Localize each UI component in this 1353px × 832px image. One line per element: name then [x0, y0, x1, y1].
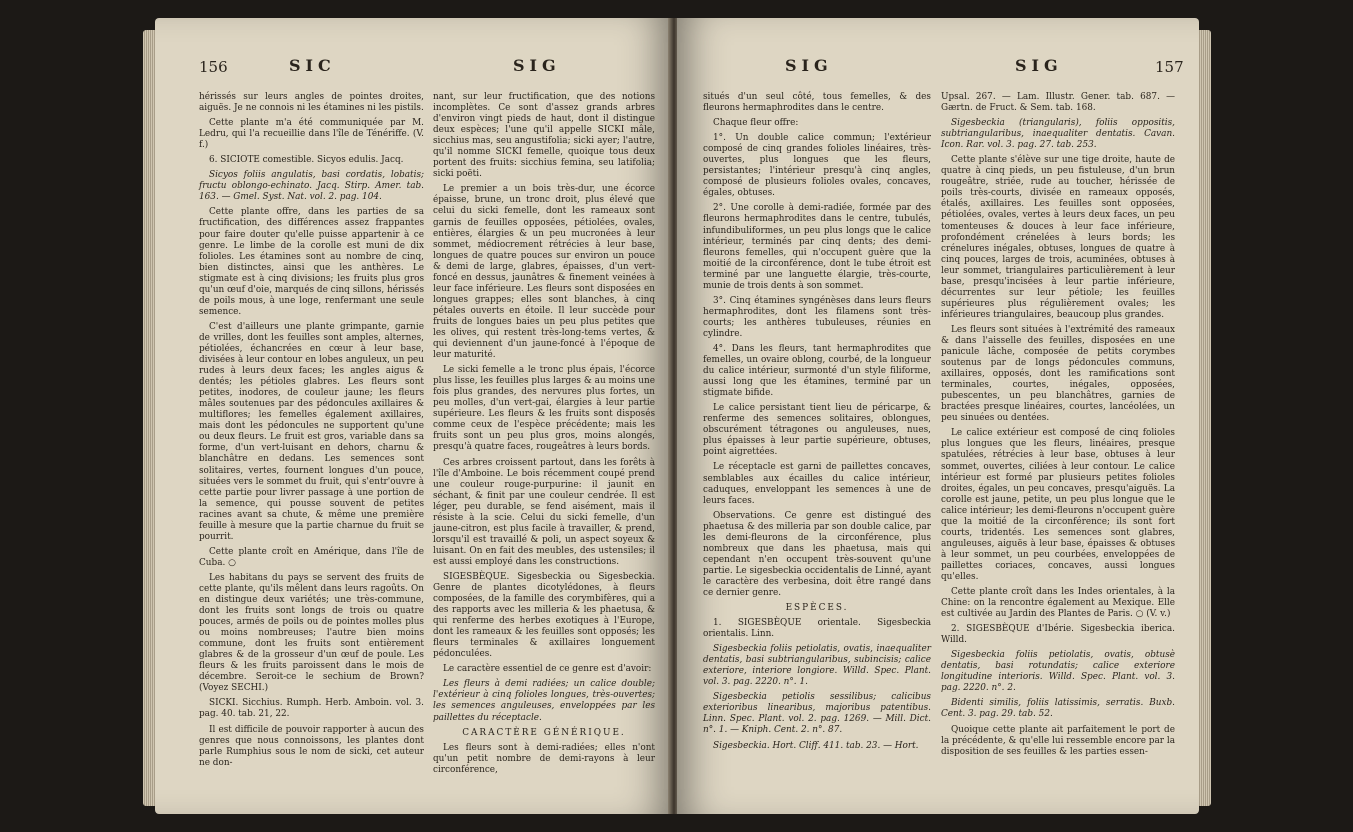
paragraph: Sicyos foliis angulatis, basi cordatis, lobatis; fructu oblongo-echinato. Jacq. Stirp. Amer. tab. 163. — Gmel. Syst. Nat. vol. 2. pag. 104.: [199, 170, 424, 203]
section-heading: CARACTÈRE GÉNÉRIQUE.: [462, 727, 626, 738]
left-page: [155, 18, 671, 814]
running-head: SIG: [513, 56, 561, 75]
paragraph: Ces arbres croissent partout, dans les forêts à l'île d'Amboine. Le bois récemment coupé prend une couleur rouge-purpurine: il jaunit en séchant, & finit par une couleur cendrée. Il est léger, peu durable, se fend aisément, mais il résiste à la scie. Celui du sicki femelle, d'un jaune-citron, est plus facile à travailler, & prend, lorsqu'il est travaillé & poli, un aspect soyeux & luisant. On en fait des meubles, des ustensiles; il est aussi employé dans les constructions.: [433, 457, 655, 567]
running-head: SIG: [785, 56, 833, 75]
paragraph: Les fleurs sont à demi-radiées; elles n'ont qu'un petit nombre de demi-rayons à leur circonférence,: [433, 742, 655, 775]
paragraph: Les fleurs à demi radiées; un calice double; l'extérieur à cinq folioles longues, très-ouvertes; les semences anguleuses, enveloppées par les paillettes du réceptacle.: [433, 679, 655, 723]
paragraph: Cette plante m'a été communiquée par M. Ledru, qui l'a recueillie dans l'île de Ténériffe. (V. f.): [199, 118, 424, 151]
paragraph: Bidenti similis, foliis latissimis, serratis. Buxb. Cent. 3. pag. 29. tab. 52.: [941, 698, 1175, 720]
text-column-1: [199, 92, 424, 773]
running-head: SIG: [1015, 56, 1063, 75]
page-number: 157: [1155, 58, 1184, 76]
paragraph: nant, sur leur fructification, que des notions incomplètes. Ce sont d'assez grands arbres d'environ vingt pieds de haut, dont il distingue deux espèces; l'une qu'il appelle SICKI mâle, sicchius mas, seu angustifolia; sicki ayer; l'autre, qu'il nomme SICKI femelle, quoique tous deux portent des fruits: sicchius femina, seu latifolia; sicki poëti.: [433, 92, 655, 180]
text-column-2: [433, 92, 655, 780]
entry-heading: 2. SIGESBÈQUE d'Ibérie. Sigesbeckia iberica. Willd.: [941, 624, 1175, 646]
paragraph: Cette plante croît en Amérique, dans l'île de Cuba. ○: [199, 546, 424, 568]
entry-heading: 6. SICIOTE comestible. Sicyos edulis. Jacq.: [209, 155, 404, 166]
paragraph: Le sicki femelle a le tronc plus épais, l'écorce plus lisse, les feuilles plus larges & au moins une fois plus grandes, des nervures plus fortes, un peu molles, d'un vert-gai, élargies à leur partie supérieure. Les fleurs & les fruits sont disposés comme ceux de l'espèce précédente; mais les fruits sont un peu plus gros, moins alongés, presqu'à quatre faces, rougeâtres à leurs bords.: [433, 365, 655, 453]
paragraph: 3°. Cinq étamines syngénèses dans leurs fleurs hermaphrodites, dont les filamens sont très-courts; les anthères tubuleuses, réunies en cylindre.: [703, 295, 931, 339]
right-page: [677, 18, 1199, 814]
running-head: SIC: [289, 56, 336, 75]
paragraph: Sigesbeckia (triangularis), foliis oppositis, subtriangularibus, inaequaliter dentatis. Cavan. Icon. Rar. vol. 3. pag. 27. tab. 253.: [941, 118, 1175, 151]
text-column-1: [703, 92, 931, 756]
paragraph: Upsal. 267. — Lam. Illustr. Gener. tab. 687. — Gærtn. de Fruct. & Sem. tab. 168.: [941, 92, 1175, 114]
paragraph: Cette plante croît dans les Indes orientales, à la Chine: on la rencontre également au Mexique. Elle est cultivée au Jardin des Plantes de Paris. ○ (V. v.): [941, 587, 1175, 620]
paragraph: Le premier a un bois très-dur, une écorce épaisse, brune, un tronc droit, plus élevé que celui du sicki femelle, dont les rameaux sont garnis de feuilles opposées, pétiolées, ovales, entières, élargies & un peu mucronées à leur sommet, médiocrement rétrécies à leur base, longues de quatre pouces sur environ un pouce & demi de large, glabres, épaisses, d'un vert-foncé en dessus, jaunâtres & finement veinées à leur face inférieure. Les fleurs sont disposées en longues grappes; elles sont blanches, à cinq pétales ouverts en étoile. Il leur succède pour fruits de longues baies un peu plus petites que les olives, qui restent très-long-tems vertes, & qui deviennent d'un jaune-foncé à l'époque de leur maturité.: [433, 184, 655, 361]
paragraph: Sigesbeckia. Hort. Cliff. 411. tab. 23. — Hort.: [713, 740, 919, 751]
text-column-2: [941, 92, 1175, 762]
paragraph: Le caractère essentiel de ce genre est d'avoir:: [443, 664, 652, 675]
paragraph: hérissés sur leurs angles de pointes droites, aiguës. Je ne connois ni les étamines ni les pistils.: [199, 92, 424, 114]
paragraph: Cette plante offre, dans les parties de sa fructification, des différences assez frappantes pour faire douter qu'elle puisse appartenir à ce genre. Le limbe de la corolle est muni de dix folioles. Les étamines sont au nombre de cinq, bien distinctes, ainsi que les anthères. Le stigmate est à cinq divisions; les fruits plus gros qu'un œuf d'oie, marqués de cinq sillons, hérissés de poils mous, à une loge, renfermant une seule semence.: [199, 207, 424, 317]
paragraph: Le calice extérieur est composé de cinq folioles plus longues que les fleurs, linéaires, presque spatulées, rétrécies à leur base, obtuses à leur sommet, ouvertes, ciliées à leur contour. Le calice intérieur est formé par plusieurs petites folioles droites, égales, un peu concaves, presqu'aiguës. La corolle est jaune, petite, un peu plus longue que le calice intérieur; les demi-fleurons n'occupent guère que la moitié de la circonférence; ils sont fort courts, tridentés. Les semences sont glabres, anguleuses, aiguës à leur base, épaisses & obtuses à leur sommet, un peu courbées, enveloppées de paillettes coriaces, concaves, aussi longues qu'elles.: [941, 428, 1175, 582]
paragraph: 2°. Une corolle à demi-radiée, formée par des fleurons hermaphrodites dans le centre, tubulés, infundibuliformes, un peu plus longs que le calice intérieur, terminés par cinq dents; des demi-fleurons femelles, qui n'occupent guère que la moitié de la circonférence, dont le tube étroit est terminé par une languette élargie, très-courte, munie de trois dents à son sommet.: [703, 203, 931, 291]
paragraph: 1°. Un double calice commun; l'extérieur composé de cinq grandes folioles linéaires, très-ouvertes, plus longues que les fleurs, persistantes; l'intérieur presqu'à cinq angles, composé de plusieurs folioles ovales, concaves, égales, obtuses.: [703, 133, 931, 199]
section-heading: ESPÈCES.: [785, 603, 849, 614]
right-page-edges: [1197, 30, 1211, 806]
paragraph: Les fleurs sont situées à l'extrémité des rameaux & dans l'aisselle des feuilles, disposées en une panicule lâche, composée de petits corymbes soutenus par de longs pédoncules communs, axillaires, opposés, dont les ramifications sont terminales, courtes, inégales, opposées, pubescentes, un peu blanchâtres, garnies de bractées presque linéaires, courtes, lancéolées, un peu sinuées ou dentées.: [941, 324, 1175, 424]
paragraph: Quoique cette plante ait parfaitement le port de la précédente, & qu'elle lui ressemble encore par la disposition de ses feuilles & les parties essen-: [941, 724, 1175, 757]
paragraph: Observations. Ce genre est distingué des phaetusa & des milleria par son double calice, par les demi-fleurons de la circonférence, plus nombreux que dans les phaetusa, mais qui cependant n'en occupent très-souvent qu'une partie. Le sigesbeckia occidentalis de Linné, ayant le caractère des verbesina, doit être rangé dans ce dernier genre.: [703, 510, 931, 598]
paragraph: Sigesbeckia foliis petiolatis, ovatis, obtusè dentatis, basi rotundatis; calice exteriore longitudine interioris. Willd. Spec. Plant. vol. 3. pag. 2220. n°. 2.: [941, 650, 1175, 694]
paragraph: Le réceptacle est garni de paillettes concaves, semblables aux écailles du calice intérieur, caduques, enveloppant les semences à une de leurs faces.: [703, 462, 931, 506]
paragraph: Les habitans du pays se servent des fruits de cette plante, qu'ils mêlent dans leurs ragoûts. On en distingue deux variétés; une très-commune, dont les fruits sont longs de trois ou quatre pouces, armés de poils ou de pointes molles plus ou moins nombreuses; l'autre bien moins commune, dont les fruits sont entièrement glabres & de la grosseur d'un œuf de poule. Les fleurs & les fruits paroissent dans le mois de décembre. Seroit-ce le sechium de Brown? (Voyez SECHI.): [199, 572, 424, 694]
page-number: 156: [199, 58, 228, 76]
paragraph: Sigesbeckia foliis petiolatis, ovatis, inaequaliter dentatis, basi subtriangularibus, subincisis; calice exteriore, interiore longiore. Willd. Spec. Plant. vol. 3. pag. 2220. n°. 1.: [703, 644, 931, 688]
entry-heading: 1. SIGESBÈQUE orientale. Sigesbeckia orientalis. Linn.: [703, 618, 931, 640]
paragraph: Il est difficile de pouvoir rapporter à aucun des genres que nous connoissons, les plantes dont parle Rumphius sous le nom de sicki, cet auteur ne don-: [199, 724, 424, 768]
paragraph: Chaque fleur offre:: [713, 118, 799, 129]
paragraph: 4°. Dans les fleurs, tant hermaphrodites que femelles, un ovaire oblong, courbé, de la longueur du calice intérieur, surmonté d'un style filiforme, aussi long que les étamines, terminé par un stigmate bifide.: [703, 343, 931, 399]
paragraph: situés d'un seul côté, tous femelles, & des fleurons hermaphrodites dans le centre.: [703, 92, 931, 114]
paragraph: C'est d'ailleurs une plante grimpante, garnie de vrilles, dont les feuilles sont amples, alternes, pétiolées, échancrées en cœur à leur base, divisées à leur contour en lobes anguleux, un peu rudes à leurs deux faces; les angles aigus & dentés; les pétioles glabres. Les fleurs sont petites, inodores, de couleur jaune; les fleurs mâles soutenues par des pédoncules axillaires & multiflores; les femelles également axillaires, mais dont les pédoncules ne supportent qu'une ou deux fleurs. Le fruit est gros, variable dans sa forme, d'un vert-luisant en dehors, charnu & blanchâtre en dedans. Les semences sont solitaires, vertes, fournent longues d'un pouce, situées vers le sommet du fruit, qui s'entr'ouvre à cette partie pour livrer passage à une portion de la semence, qui pousse souvent de petites racines avant sa chute, & même une première feuille à mesure que la partie charnue du fruit se pourrit.: [199, 321, 424, 542]
entry-heading: SIGESBÈQUE. Sigesbeckia ou Sigesbeckia. Genre de plantes dicotylédones, à fleurs composées, de la famille des corymbifères, qui a des rapports avec les milleria & les phaetusa, & qui renferme des herbes exotiques à l'Europe, dont les rameaux & les feuilles sont opposés; les fleurs terminales & axillaires longuement pédonculées.: [433, 571, 655, 660]
entry-heading: SICKI. Sicchius. Rumph. Herb. Amboin. vol. 3. pag. 40. tab. 21, 22.: [199, 698, 424, 720]
paragraph: Sigesbeckia petiolis sessilibus; calicibus exterioribus linearibus, majoribus patentibus. Linn. Spec. Plant. vol. 2. pag. 1269. — Mill. Dict. n°. 1. — Kniph. Cent. 2. n°. 87.: [703, 692, 931, 736]
paragraph: Le calice persistant tient lieu de péricarpe, & renferme des semences solitaires, oblongues, obscurément tétragones ou anguleuses, nues, plus épaisses à leur partie supérieure, obtuses, point aigrettées.: [703, 403, 931, 458]
paragraph: Cette plante s'élève sur une tige droite, haute de quatre à cinq pieds, un peu fistuleuse, d'un brun rougeâtre, striée, rude au toucher, hérissée de poils très-courts, divisée en rameaux opposés, étalés, axillaires. Les feuilles sont opposées, pétiolées, ovales, vertes à leurs deux faces, un peu tomenteuses & douces à leur face inférieure, profondément crénelées à leurs bords; les crénelures inégales, obtuses, longues de quatre à cinq pouces, larges de trois, acuminées, obtuses à leur sommet, triangulaires particulièrement à leur base, presqu'incisées à leur partie inférieure, décurrentes sur leur pétiole; les feuilles supérieures plus régulièrement ovales; les inférieures triangulaires, beaucoup plus grandes.: [941, 155, 1175, 320]
